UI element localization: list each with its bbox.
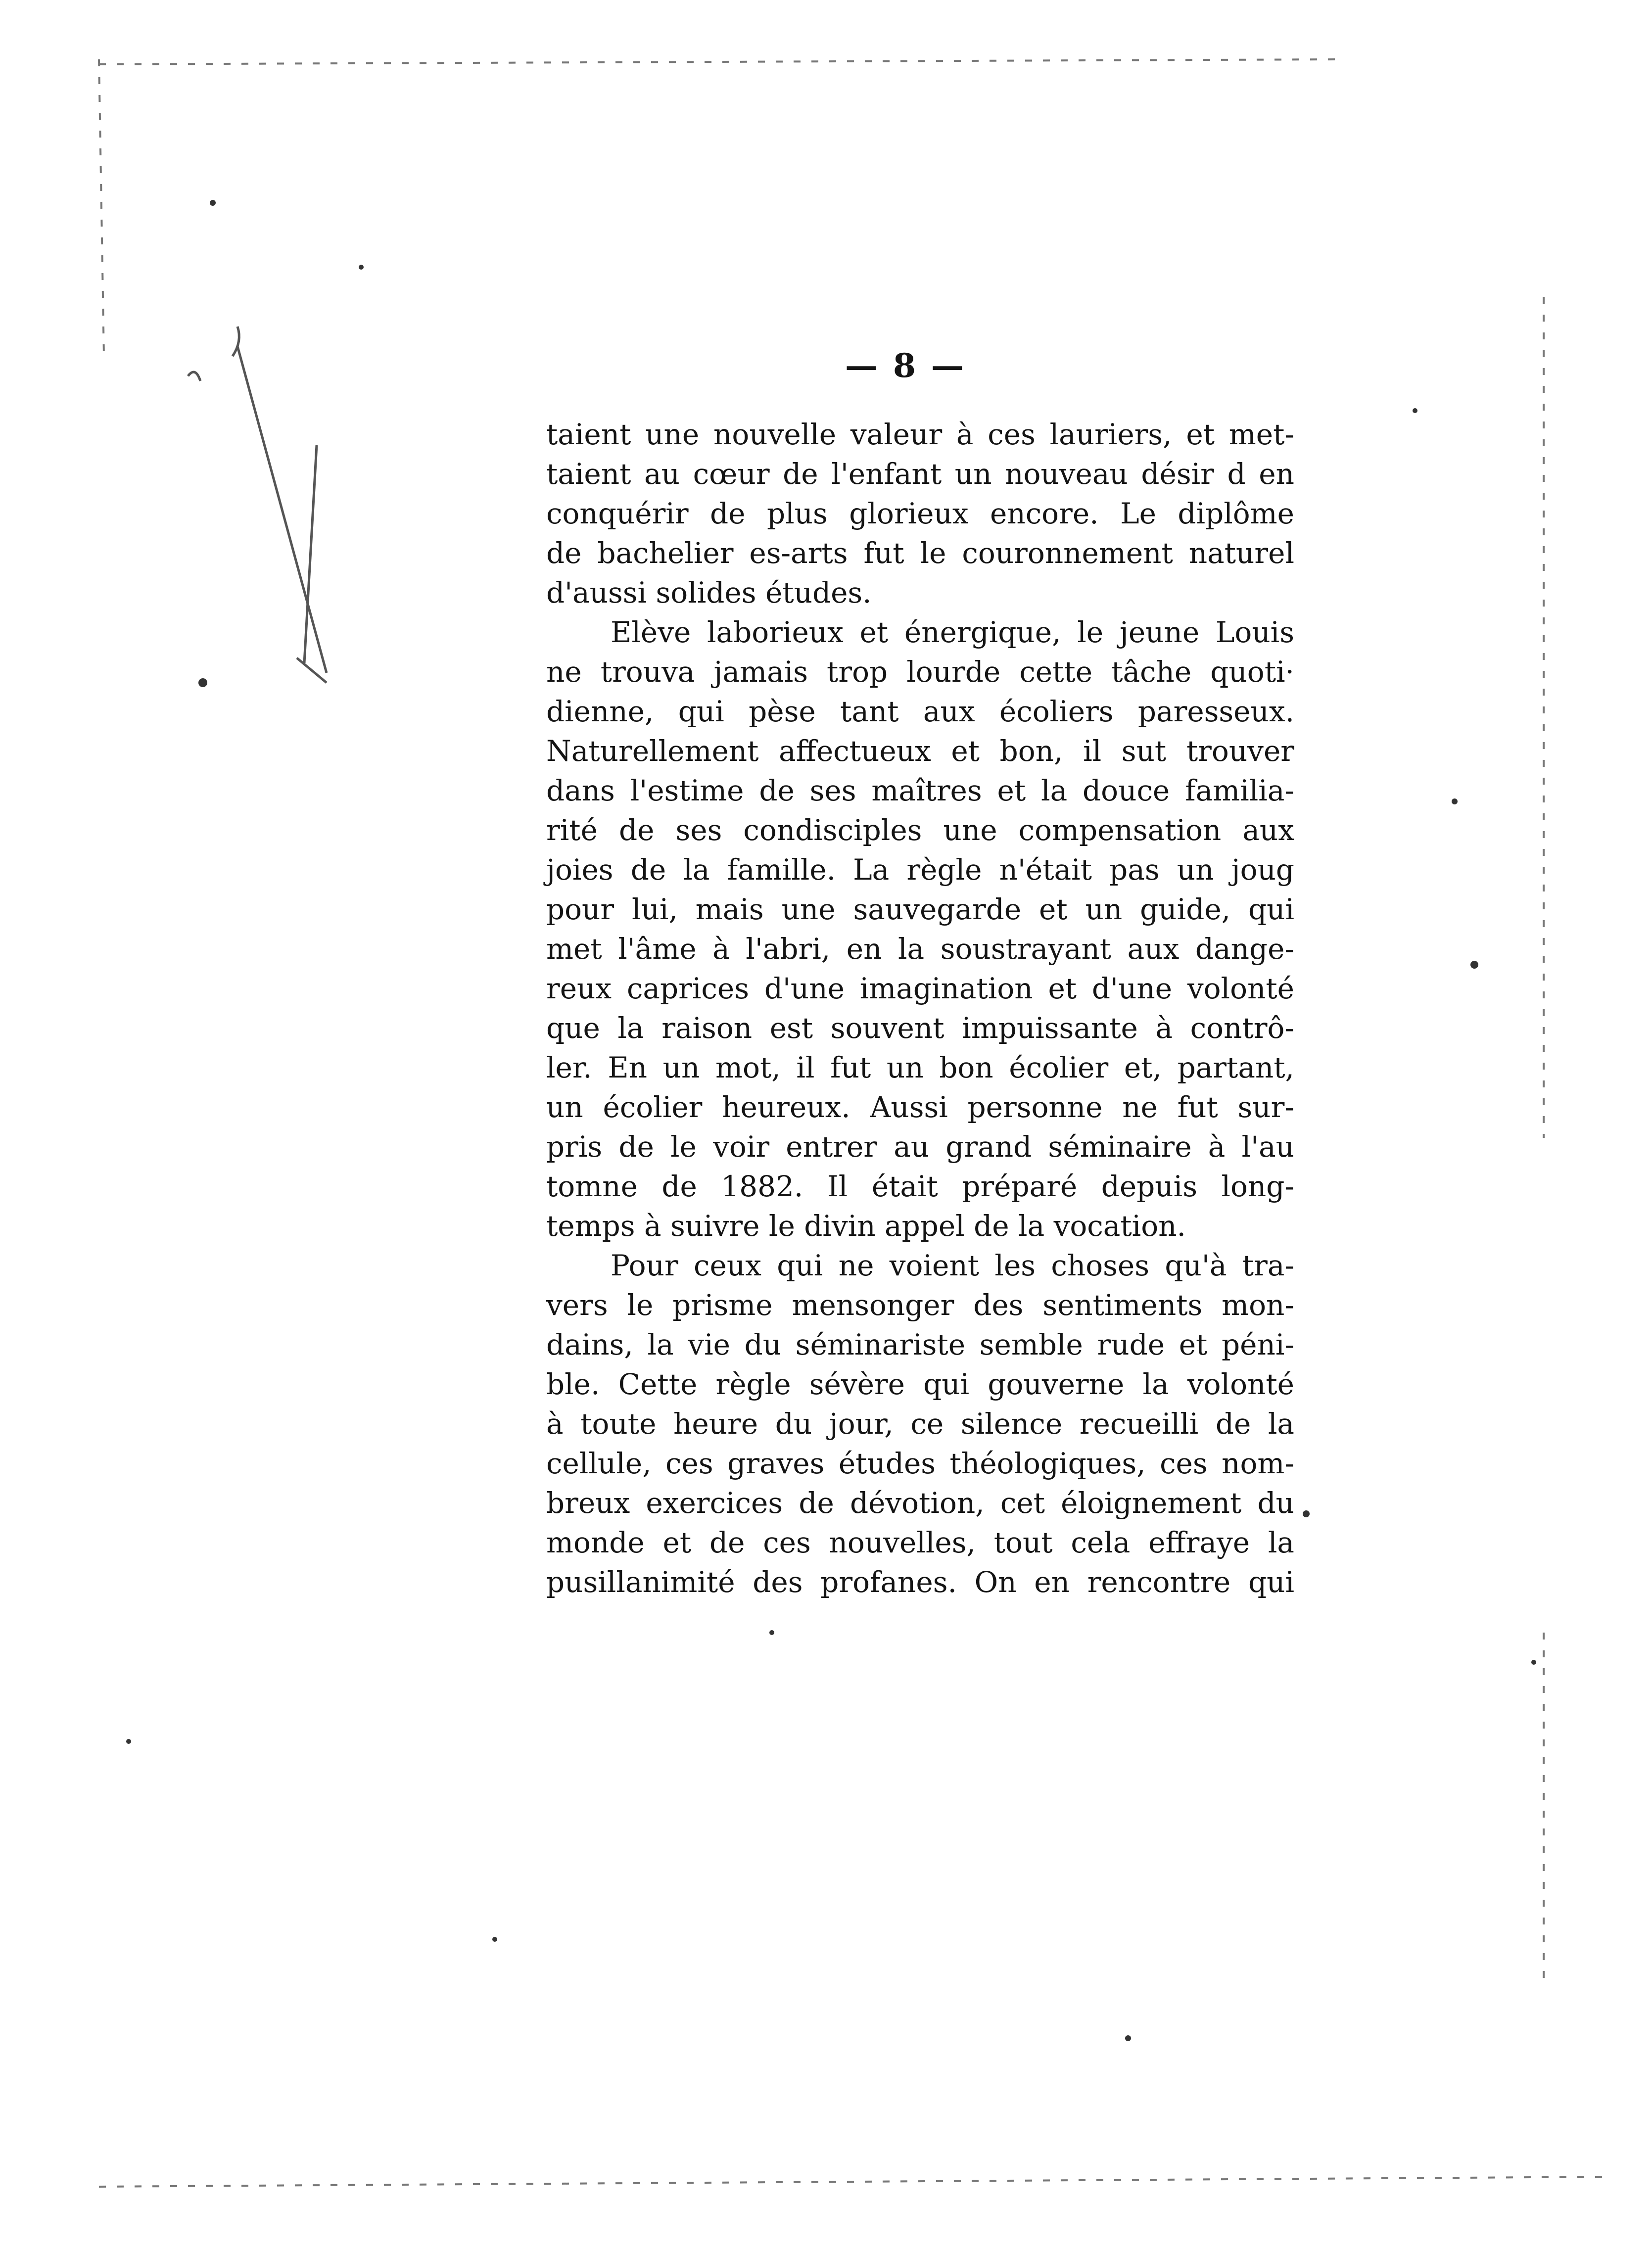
speck <box>126 1739 131 1744</box>
edge-noise <box>99 59 1336 64</box>
text-line: d'aussi solides études. <box>546 576 872 609</box>
text-line: Elève laborieux et énergique, le jeune Louis <box>611 615 1294 649</box>
page-number: — 8 — <box>845 346 966 385</box>
text-line: met l'âme à l'abri, en la soustrayant aux dange- <box>546 932 1294 966</box>
body-text <box>546 415 1294 1602</box>
speck <box>210 200 216 206</box>
pencil-stroke <box>297 658 327 683</box>
paragraph <box>546 612 1294 1246</box>
text-line: que la raison est souvent impuissante à contrô- <box>546 1011 1294 1045</box>
text-line: monde et de ces nouvelles, tout cela effraye la <box>546 1526 1294 1559</box>
speck <box>359 265 364 270</box>
text-line: Naturellement affectueux et bon, il sut trouver <box>546 734 1294 768</box>
text-line: pour lui, mais une sauvegarde et un guide, qui <box>546 892 1294 926</box>
speck <box>1531 1660 1536 1665</box>
speck <box>198 678 207 687</box>
paragraph <box>546 415 1294 612</box>
paragraph <box>546 1246 1294 1602</box>
speck <box>1413 408 1417 413</box>
edge-noise <box>99 59 104 356</box>
text-line: breux exercices de dévotion, cet éloignement du <box>546 1486 1294 1520</box>
pencil-stroke <box>188 372 200 381</box>
text-line: Pour ceux qui ne voient les choses qu'à tra- <box>611 1249 1294 1282</box>
text-line: dans l'estime de ses maîtres et la douce familia- <box>546 774 1294 807</box>
text-line: taient au cœur de l'enfant un nouveau désir d en <box>546 457 1294 491</box>
speck <box>769 1630 774 1635</box>
text-line: ne trouva jamais trop lourde cette tâche quoti· <box>546 655 1294 689</box>
text-line: reux caprices d'une imagination et d'une volonté <box>546 972 1294 1005</box>
text-line: ble. Cette règle sévère qui gouverne la volonté <box>546 1367 1294 1401</box>
text-line: temps à suivre le divin appel de la vocation. <box>546 1209 1186 1243</box>
text-line: dienne, qui pèse tant aux écoliers paresseux. <box>546 695 1294 728</box>
text-line: tomne de 1882. Il était préparé depuis long- <box>546 1170 1294 1203</box>
speck <box>1452 798 1458 804</box>
text-line: à toute heure du jour, ce silence recueilli de la <box>546 1407 1294 1441</box>
text-line: pris de le voir entrer au grand séminaire à l'au <box>546 1130 1294 1164</box>
text-line: dains, la vie du séminariste semble rude et péni- <box>546 1328 1294 1361</box>
text-line: de bachelier es-arts fut le couronnement naturel <box>546 536 1294 570</box>
text-line: joies de la famille. La règle n'était pas un joug <box>546 853 1294 887</box>
speck <box>1303 1510 1310 1517</box>
text-line: pusillanimité des profanes. On en rencontre qui <box>546 1565 1294 1599</box>
speck <box>492 1937 497 1942</box>
text-line: un écolier heureux. Aussi personne ne fut sur- <box>546 1090 1294 1124</box>
speck <box>1470 961 1478 969</box>
text-line: taient une nouvelle valeur à ces lauriers, et met- <box>546 418 1294 451</box>
speck <box>1125 2035 1131 2041</box>
text-line: rité de ses condisciples une compensation aux <box>546 813 1294 847</box>
text-line: vers le prisme mensonger des sentiments mon- <box>546 1288 1294 1322</box>
text-line: conquérir de plus glorieux encore. Le diplôme <box>546 497 1294 530</box>
edge-noise <box>99 2177 1608 2187</box>
text-line: cellule, ces graves études théologiques, ces nom- <box>546 1447 1294 1480</box>
text-line: ler. En un mot, il fut un bon écolier et, partant, <box>546 1051 1294 1084</box>
